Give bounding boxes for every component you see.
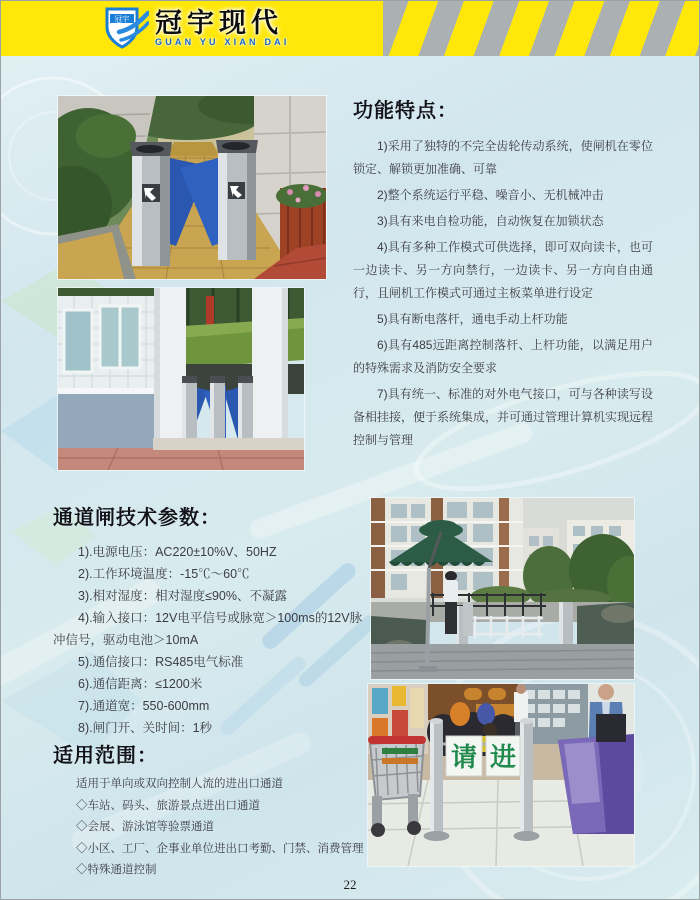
features-title: 功能特点：: [353, 100, 458, 122]
feature-item: 7)具有统一、标准的对外电气接口，可与各种读写设备相挂接，便于系统集成，并可通过管理计算机实现远程控制与管理: [353, 387, 654, 447]
features-section: [353, 94, 653, 455]
brand-name-en: GUAN YU XIAN DAI: [155, 36, 290, 47]
feature-item: 6)具有485远距离控制落杆、上杆功能，以满足用户的特殊需求及消防安全要求: [353, 338, 653, 375]
brand-name-cn: 冠宇现代: [155, 7, 283, 38]
scope-item: ◇会展、游泳馆等验票通道: [76, 821, 214, 833]
features-list: [353, 135, 653, 452]
brand-text: [155, 9, 290, 48]
parameter-item: 2).工作环境温度：-15℃～60℃: [78, 567, 250, 581]
parameter-item: 3).相对湿度：相对湿度≤90%、不凝露: [78, 589, 287, 603]
header-banner: [1, 1, 700, 56]
parameters-section: [53, 501, 365, 739]
sign-please-char: 请: [450, 742, 478, 772]
hazard-stripes: [383, 1, 700, 56]
feature-item: 3)具有来电自检功能，自动恢复在加锁状态: [377, 214, 604, 228]
logo-shield-icon: [101, 5, 149, 51]
parameters-title: 通道闸技术参数：: [53, 507, 221, 529]
feature-item: 4)具有多种工作模式可供选择，即可双向读卡，也可一边读卡、另一方向禁行，一边读卡、另一方向自由通行，且闸机工作模式可通过主板菜单进行设定: [353, 240, 653, 300]
scope-item: ◇小区、工厂、企事业单位进出口考勤、门禁、消费管理: [76, 842, 364, 855]
parameter-item: 8).闸门开、关时间：1秒: [78, 721, 213, 735]
parameter-item: 6).通信距离：≤1200米: [78, 677, 203, 691]
scope-intro: 适用于单向或双向控制人流的进出口通道: [76, 778, 283, 790]
photo-supermarket-entrance: [368, 684, 634, 866]
parameter-item: 5).通信接口：RS485电气标准: [78, 655, 244, 669]
feature-item: 5)具有断电落杆，通电手动上杆功能: [377, 312, 568, 326]
parameters-list: [53, 541, 365, 739]
logo-shield-label: 冠宇: [114, 14, 130, 24]
sign-enter-char: 进: [489, 742, 517, 772]
scope-section: [53, 739, 383, 882]
photo-outdoor-flap-barrier: [58, 96, 326, 279]
page-number: 22: [343, 877, 357, 892]
scope-item: ◇车站、码头、旅游景点进出口通道: [76, 799, 260, 812]
parameter-item: 7).通道宽：550-600mm: [78, 699, 210, 713]
parameter-item: 4).输入接口：12V电平信号或脉宽＞100ms的12V脉冲信号，驱动电池＞10mA: [53, 611, 363, 647]
scope-title: 适用范围：: [53, 745, 158, 767]
feature-item: 1)采用了独特的不完全齿轮传动系统，使闸机在零位锁定、解锁更加准确、可靠: [353, 139, 653, 176]
parameter-item: 1).电源电压：AC220±10%V、50HZ: [78, 545, 277, 559]
scope-item: ◇特殊通道控制: [76, 864, 157, 876]
photo-guardhouse-turnstiles: [58, 288, 304, 470]
brand-logo: [101, 5, 290, 51]
scope-list: [76, 774, 383, 882]
photo-residential-community: [371, 498, 634, 679]
feature-item: 2)整个系统运行平稳、噪音小、无机械冲击: [377, 188, 604, 202]
